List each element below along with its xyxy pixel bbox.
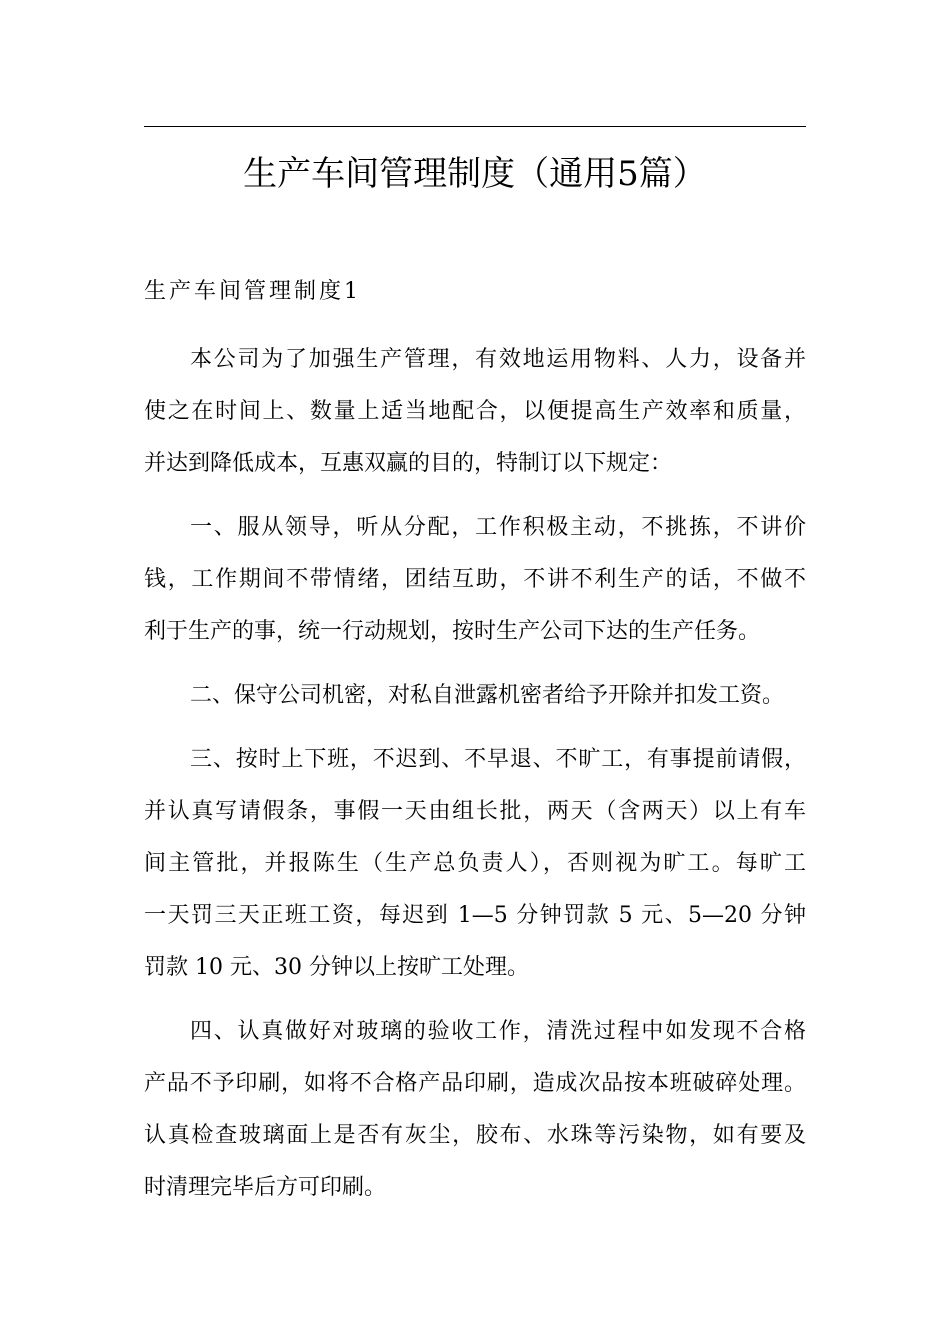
paragraph-line: 罚款 10 元、30 分钟以上按旷工处理。 bbox=[144, 955, 529, 980]
paragraph-line: 二、保守公司机密，对私自泄露机密者给予开除并扣发工资。 bbox=[190, 683, 785, 708]
paragraph-line: 并达到降低成本，互惠双赢的目的，特制订以下规定： bbox=[144, 451, 673, 476]
paragraph-line: 认真检查玻璃面上是否有灰尘，胶布、水珠等污染物，如有要及 bbox=[144, 1123, 806, 1148]
paragraph-intro bbox=[144, 334, 806, 490]
paragraph-line: 三、按时上下班，不迟到、不早退、不旷工，有事提前请假， bbox=[190, 747, 806, 772]
paragraph-line: 钱，工作期间不带情绪，团结互助，不讲不利生产的话，不做不 bbox=[144, 567, 806, 592]
paragraph-rule-4 bbox=[144, 1006, 806, 1214]
document-title: 生产车间管理制度（通用5篇） bbox=[243, 154, 707, 194]
paragraph-line: 间主管批，并报陈生（生产总负责人），否则视为旷工。每旷工 bbox=[144, 851, 806, 876]
paragraph-line: 利于生产的事，统一行动规划，按时生产公司下达的生产任务。 bbox=[144, 619, 761, 644]
paragraph-line: 本公司为了加强生产管理，有效地运用物料、人力，设备并 bbox=[190, 347, 806, 372]
paragraph-rule-2 bbox=[144, 670, 806, 722]
section-heading: 生产车间管理制度1 bbox=[144, 279, 361, 304]
paragraph-rule-1 bbox=[144, 502, 806, 658]
top-rule bbox=[144, 126, 806, 127]
paragraph-line: 并认真写请假条，事假一天由组长批，两天（含两天）以上有车 bbox=[144, 799, 806, 824]
paragraph-rule-3 bbox=[144, 734, 806, 994]
paragraph-line: 一天罚三天正班工资，每迟到 1—5 分钟罚款 5 元、5—20 分钟 bbox=[144, 903, 806, 928]
paragraph-line: 使之在时间上、数量上适当地配合，以便提高生产效率和质量， bbox=[144, 399, 806, 424]
paragraph-line: 产品不予印刷，如将不合格产品印刷，造成次品按本班破碎处理。 bbox=[144, 1071, 806, 1096]
paragraph-line: 四、认真做好对玻璃的验收工作，清洗过程中如发现不合格 bbox=[190, 1019, 806, 1044]
paragraph-line: 时清理完毕后方可印刷。 bbox=[144, 1175, 387, 1200]
paragraph-line: 一、服从领导，听从分配，工作积极主动，不挑拣，不讲价 bbox=[190, 515, 806, 540]
